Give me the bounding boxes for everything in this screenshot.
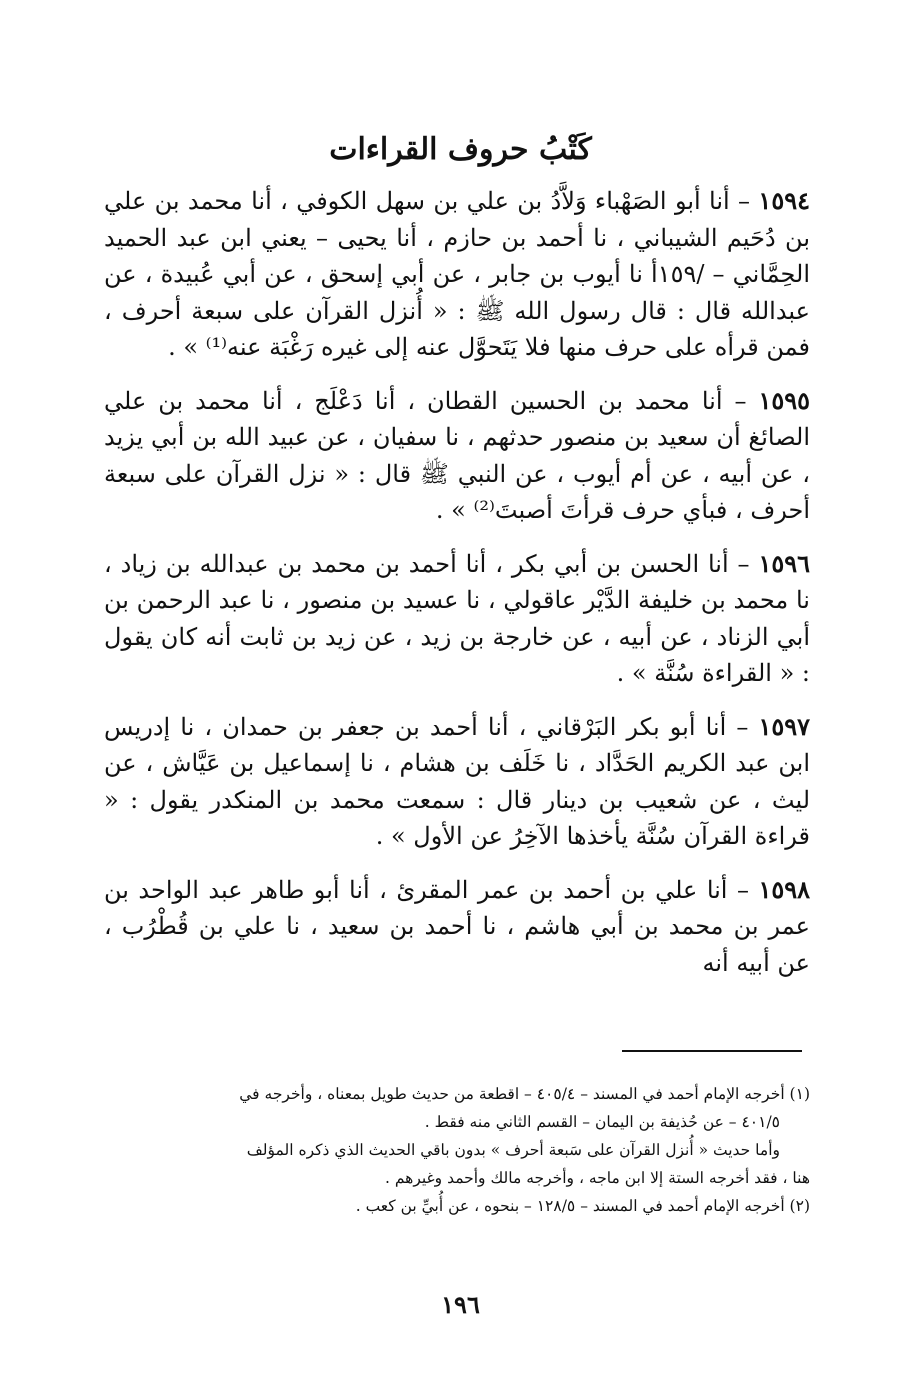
hadith-paragraph: [104, 709, 810, 855]
footnote-line: وأما حديث « أُنزل القرآن على سَبعة أحرف » بدون باقي الحديث الذي ذكره المؤلف: [246, 1141, 780, 1159]
hadith-number: ١٥٩٧: [758, 711, 810, 741]
hadith-text: – أنا أبو الصَهْباء وَلاَّدُ بن علي بن سهل الكوفي ، أنا محمد بن علي بن دُحَيم الشيباني ، نا أحمد بن حازم ، أنا يحيى – يعني ابن عبد الحميد الحِمَّاني – /١٥٩أ نا أيوب بن جابر ، عن أبي إسحق ، عن أبي عُبيدة ، عن عبدالله قال : قال رسول الله ﷺ : « أُنزل القرآن على سبعة أحرف ، فمن قرأه على حرف منها فلا يَتَحوَّل عنه إلى غيره رَغْبَة عنه⁽¹⁾ » .: [104, 187, 811, 361]
hadith-paragraph: [104, 183, 810, 366]
hadith-number: ١٥٩٦: [758, 548, 810, 578]
hadith-paragraph: [104, 546, 810, 692]
main-text: [104, 183, 810, 981]
hadith-number: ١٥٩٥: [758, 385, 810, 415]
chapter-heading: كَتْبُ حروف القراءات: [329, 132, 592, 167]
hadith-paragraph: [104, 872, 810, 982]
hadith-number: ١٥٩٨: [758, 874, 810, 904]
hadith-paragraph: [104, 383, 810, 529]
footnote-line: هنا ، فقد أخرجه الستة إلا ابن ماجه ، وأخرجه مالك وأحمد وغيرهم .: [384, 1169, 810, 1187]
footnote-line: (٢) أخرجه الإمام أحمد في المسند – ١٢٨/٥ – بنحوه ، عن أُبيِّ بن كعب .: [355, 1197, 810, 1215]
hadith-text: – أنا الحسن بن أبي بكر ، أنا أحمد بن محمد بن عبدالله بن زياد ، نا محمد بن خليفة الدَّيْر عاقولي ، نا عسيد بن منصور ، نا عبد الرحمن بن أبي الزناد ، عن أبيه ، عن خارجة بن زيد ، عن زيد بن ثابت أنه كان يقول : « القراءة سُنَّة » .: [104, 549, 810, 687]
footnotes: [104, 1080, 810, 1220]
footnote-divider: [622, 1050, 802, 1052]
hadith-number: ١٥٩٤: [758, 186, 810, 215]
hadith-text: – أنا أبو بكر البَرْقاني ، أنا أحمد بن جعفر بن حمدان ، نا إدريس ابن عبد الكريم الحَدَّاد ، نا خَلَف بن هشام ، نا إسماعيل بن عَيَّاش ، عن ليث ، عن شعيب بن دينار قال : سمعت محمد بن المنكدر يقول : « قراءة القرآن سُنَّة يأخذها الآخِرُ عن الأول » .: [104, 712, 810, 850]
footnote-line: ٤٠١/٥ – عن حُذيفة بن اليمان – القسم الثاني منه فقط .: [424, 1113, 780, 1131]
hadith-text: – أنا علي بن أحمد بن عمر المقرئ ، أنا أبو طاهر عبد الواحد بن عمر بن محمد بن أبي هاشم ، نا أحمد بن سعيد ، نا علي بن قُطْرُب ، عن أبيه أنه: [104, 875, 810, 977]
footnote-line: (١) أخرجه الإمام أحمد في المسند – ٤٠٥/٤ – اقطعة من حديث طويل بمعناه ، وأخرجه في: [239, 1085, 810, 1103]
page-number: ١٩٦: [441, 1290, 480, 1319]
hadith-text: – أنا محمد بن الحسين القطان ، أنا دَعْلَج ، أنا محمد بن علي الصائغ أن سعيد بن منصور حدثهم ، نا سفيان ، عن عبيد الله بن أبي يزيد ، عن أبيه ، عن أم أيوب ، عن النبي ﷺ قال : « نزل القرآن على سبعة أحرف ، فبأي حرف قرأتَ أصبتَ⁽²⁾ » .: [104, 386, 810, 524]
